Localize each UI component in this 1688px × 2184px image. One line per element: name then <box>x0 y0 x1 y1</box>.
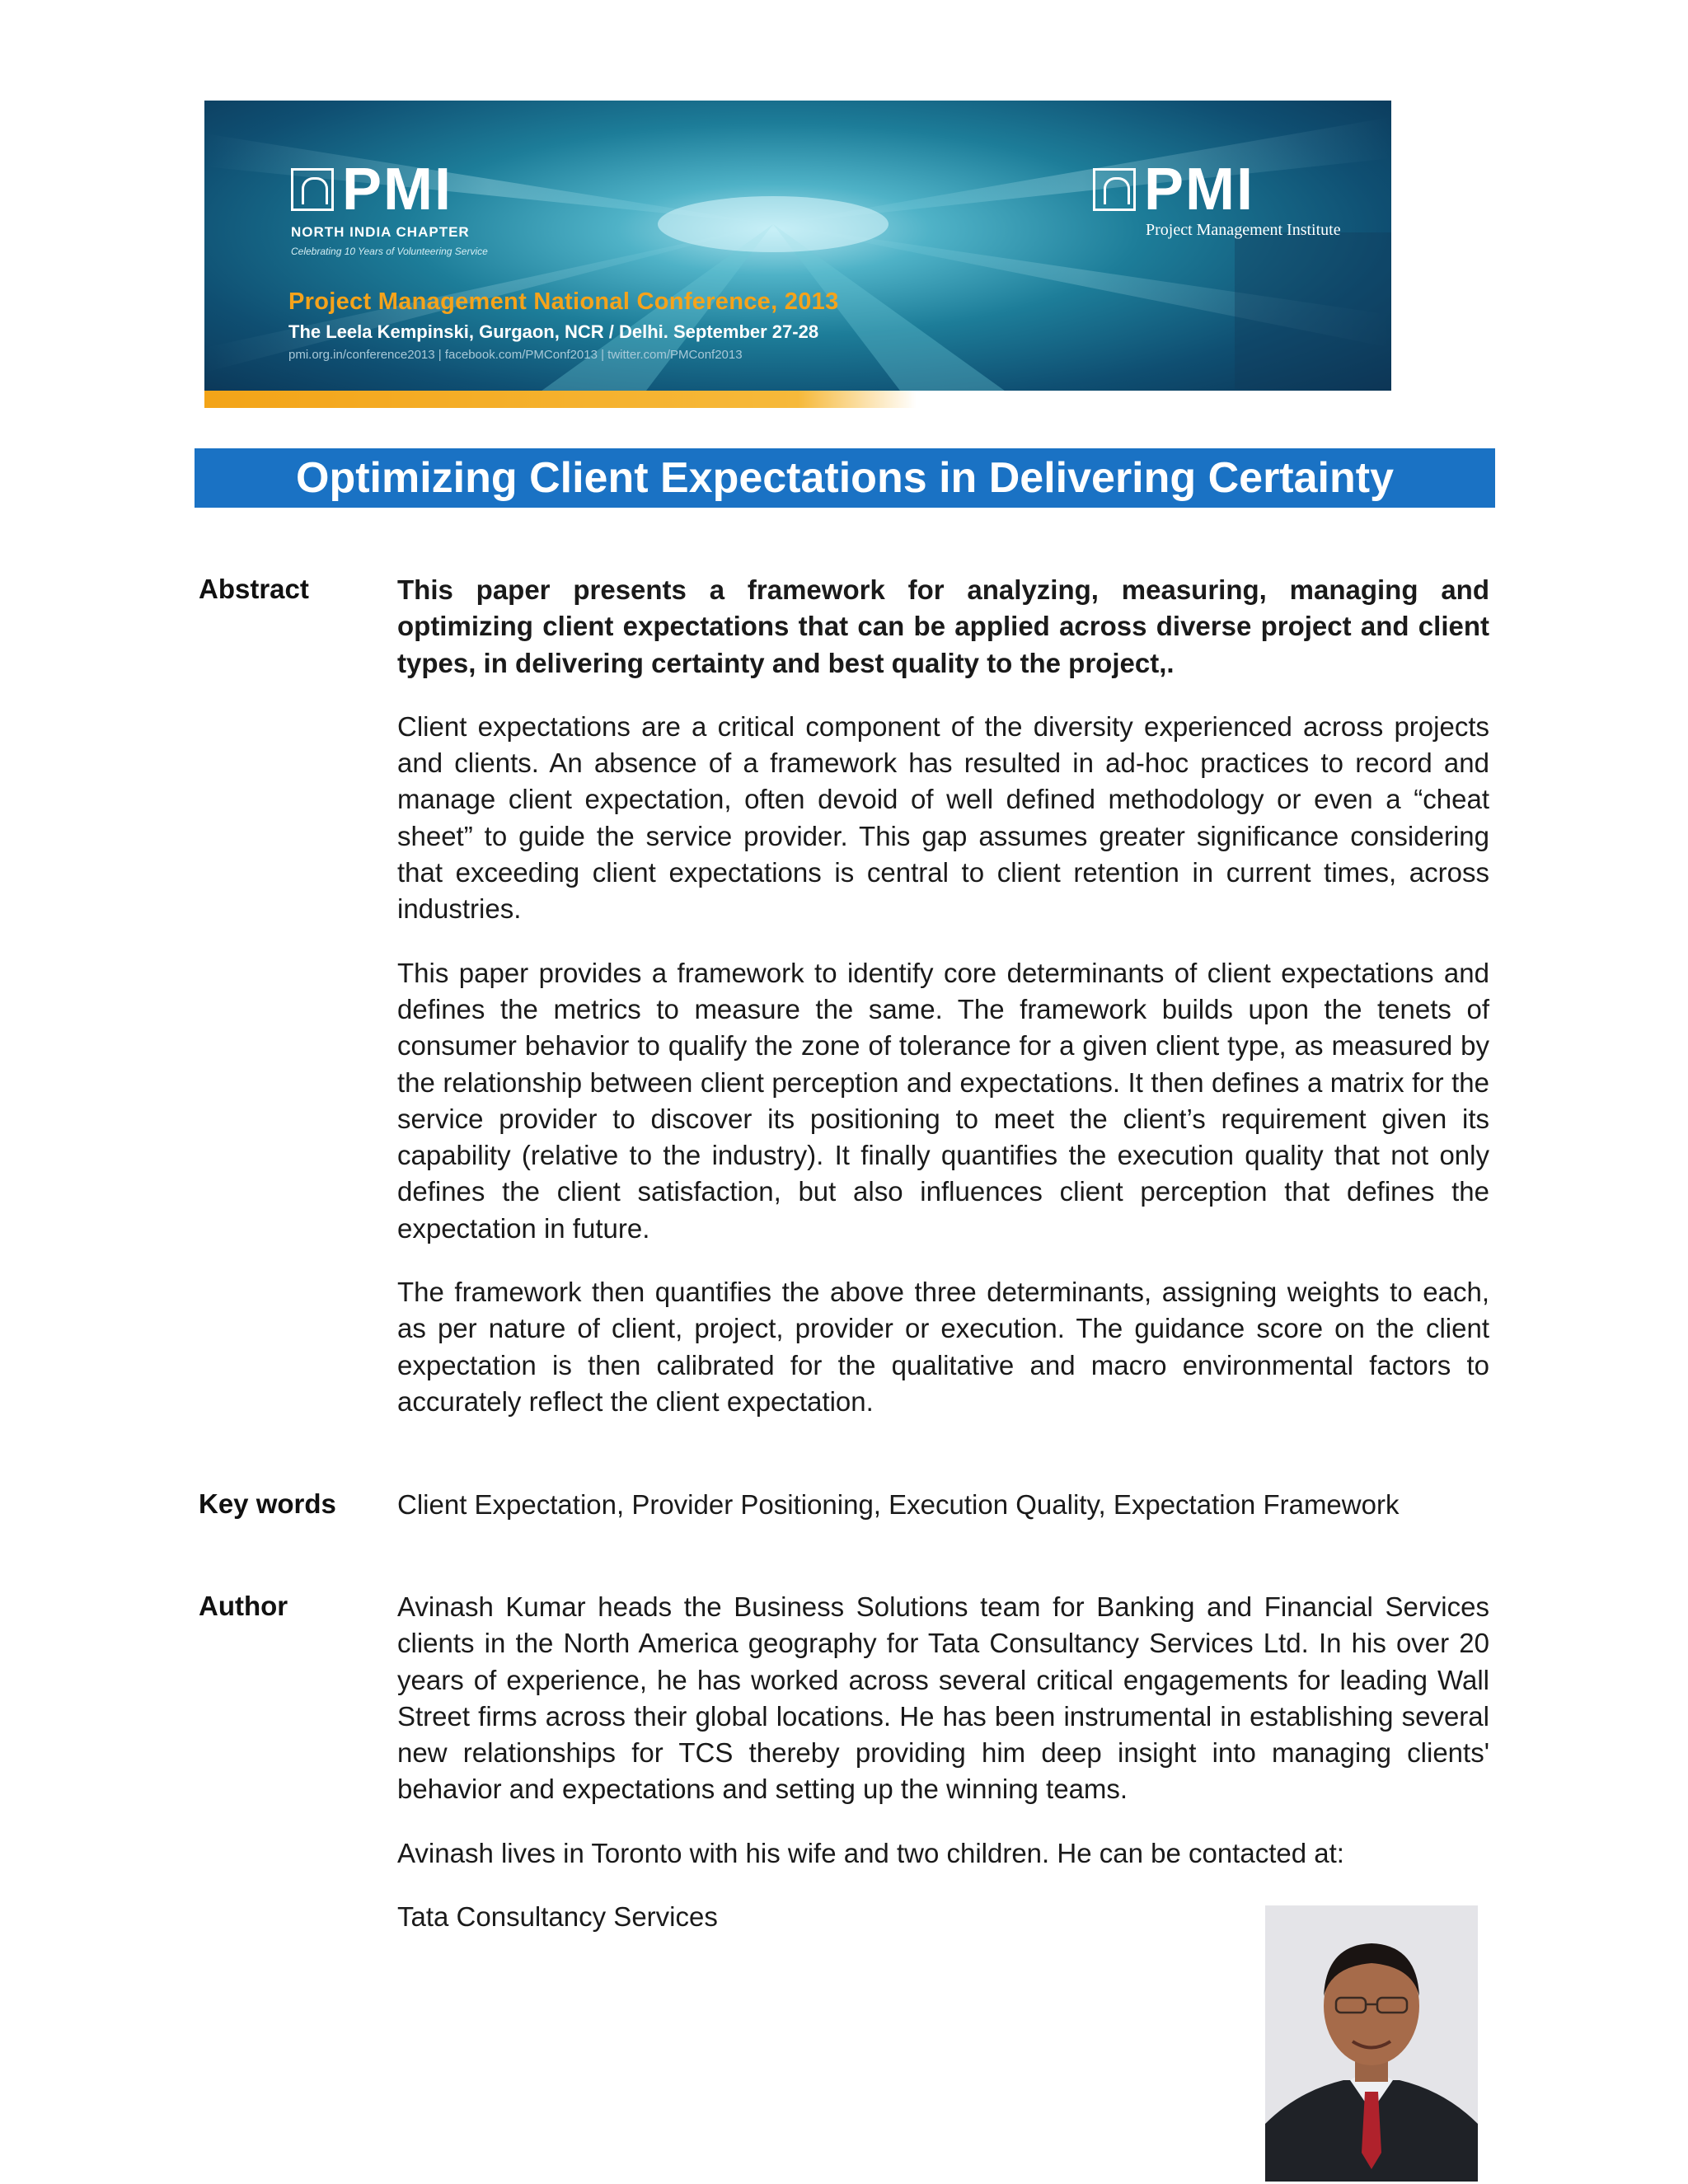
abstract-label: Abstract <box>199 574 309 604</box>
abstract-paragraph-2: This paper provides a framework to identify core determinants of client expectations and defines the metrics to measure the same. The framework builds upon the tenets of consumer behavior to qualify the zone of tolerance for a given client type, as measured by the relationship between client perception and expectations. It then defines a matrix for the service provider to discover its positioning to meet the client’s requirement given its capability (relative to the industry). It finally quantifies the execution quality that not only defines the client satisfaction, but also influences client perception that defines the expectation in future. <box>397 957 1489 1244</box>
pmi-north-india-logo <box>291 157 488 257</box>
author-photo <box>1265 1905 1478 2182</box>
abstract-lead: This paper presents a framework for analyzing, measuring, managing and optimizing client expectations that can be applied across diverse project and client types, in delivering certainty and best quality to the project,. <box>397 574 1489 678</box>
abstract-paragraph-1: Client expectations are a critical component of the diversity experienced across projects and clients. An absence of a framework has resulted in ad-hoc practices to record and manage client expectation, often devoid of well defined methodology or even a “cheat sheet” to guide the service provider. This gap assumes greater significance considering that exceeding client expectations is central to client retention in current times, across industries. <box>397 710 1489 925</box>
author-label: Author <box>199 1591 288 1621</box>
keywords-text: Client Expectation, Provider Positioning, Execution Quality, Expectation Framework <box>397 1489 1400 1520</box>
author-bio: Avinash Kumar heads the Business Solutions team for Banking and Financial Services clients in the North America geography for Tata Consultancy Services Ltd. In his over 20 years of experience, he has worked across several critical engagements for leading Wall Street firms across their global locations. He has been instrumental in establishing several new relationships for TCS thereby providing him deep insight into managing clients' behavior and expectations and setting up the winning teams. <box>397 1591 1489 1805</box>
globe-icon <box>1093 168 1136 211</box>
institute-name: Project Management Institute <box>1146 221 1341 239</box>
author-personal: Avinash lives in Toronto with his wife and two children. He can be contacted at: <box>397 1837 1344 1868</box>
pmi-brand-left: PMI <box>342 157 453 223</box>
conference-title: Project Management National Conference, 2013 <box>288 288 839 315</box>
paper-title-bar <box>195 448 1495 508</box>
author-portrait-graphic <box>1265 1905 1478 2182</box>
pmi-brand-right: PMI <box>1144 157 1255 223</box>
chapter-label: NORTH INDIA CHAPTER <box>291 224 470 240</box>
conference-links: pmi.org.in/conference2013 | facebook.com/PMConf2013 | twitter.com/PMConf2013 <box>288 348 743 362</box>
author-section <box>397 1589 1489 1935</box>
author-company: Tata Consultancy Services <box>397 1901 718 1933</box>
taj-mahal-icon <box>291 168 334 211</box>
keywords-label: Key words <box>199 1488 336 1519</box>
paper-title: Optimizing Client Expectations in Delivering Certainty <box>296 454 1394 502</box>
chapter-tagline: Celebrating 10 Years of Volunteering Service <box>291 246 488 257</box>
pmi-institute-logo <box>1093 157 1341 240</box>
abstract-paragraph-3: The framework then quantifies the above three determinants, assigning weights to each, as per nature of client, project, provider or execution. The guidance score on the client expectation is then calibrated for the qualitative and macro environmental factors to accurately reflect the client expectation. <box>397 1277 1489 1417</box>
banner-accent-strip <box>204 391 1391 408</box>
abstract-section <box>397 572 1489 1420</box>
conference-banner <box>204 101 1391 408</box>
conference-venue: The Leela Kempinski, Gurgaon, NCR / Delhi. September 27-28 <box>288 321 819 342</box>
